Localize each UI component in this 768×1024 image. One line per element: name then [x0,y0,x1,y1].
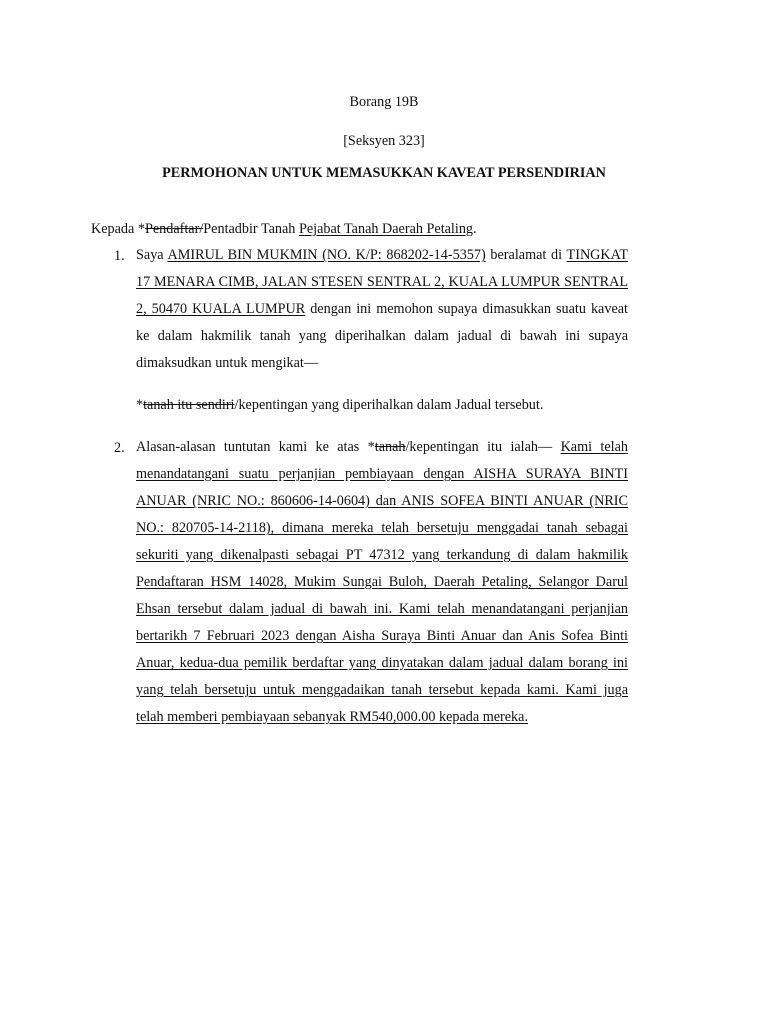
salutation-struck: Pendaftar/ [144,221,204,237]
item-1-lead: Saya [136,247,168,263]
item-2-number: 2. [114,440,125,456]
binding-struck: tanah itu sendiri [143,397,235,413]
applicant-address: TINGKAT 17 MENARA CIMB, JALAN STESEN SENTRAL 2, KUALA LUMPUR SENTRAL 2, 50470 KUALA LUMPUR [136,247,629,317]
land-office-name: Pejabat Tanah Daerah Petaling [298,221,474,237]
applicant-name: AMIRUL BIN MUKMIN (NO. K/P: 868202-14-5357) [167,247,486,263]
salutation-suffix: . [473,221,477,237]
binding-clause [136,392,628,419]
item-2-mid: /kepentingan itu ialah— [405,439,561,455]
item-2-paragraph [136,434,628,731]
salutation-middle: Pentadbir Tanah [203,221,299,237]
claim-grounds: Kami telah menandatangani suatu perjanjian pembiayaan dengan AISHA SURAYA BINTI ANUAR (NRIC NO.: 860606-14-0604) dan ANIS SOFEA BINTI ANUAR (NRIC NO.: 820705-14-2118), dimana mereka telah bersetuju menggadai tanah sebagai sekuriti yang dikenalpasti sebagai PT 47312 yang terkandung di dalam hakmilik Pendaftaran HSM 14028, Mukim Sungai Buloh, Daerah Petaling, Selangor Darul Ehsan tersebut dalam jadual di bawah ini. Kami telah menandatangani perjanjian bertarikh 7 Februari 2023 dengan Aisha Suraya Binti Anuar dan Anis Sofea Binti Anuar, kedua-dua pemilik berdaftar yang dinyatakan dalam jadual dalam borang ini yang telah bersetuju untuk menggadaikan tanah tersebut kepada kami. Kami juga telah memberi pembiayaan sebanyak RM540,000.00 kepada mereka. [136,439,629,725]
salutation [91,220,477,238]
binding-prefix: * [136,397,144,413]
item-1-mid: beralamat di [485,247,567,263]
item-1-number: 1. [114,248,125,264]
item-2-struck: tanah [374,439,406,455]
salutation-prefix: Kepada * [91,221,145,237]
binding-rest: /kepentingan yang diperihalkan dalam Jadual tersebut. [234,397,544,413]
section-reference: [Seksyen 323] [343,133,425,149]
item-1-paragraph [136,242,628,377]
item-2-lead: Alasan-alasan tuntutan kami ke atas * [136,439,375,455]
document-title: PERMOHONAN UNTUK MEMASUKKAN KAVEAT PERSENDIRIAN [162,165,606,181]
form-number: Borang 19B [349,94,419,110]
item-1-tail: dengan ini memohon supaya dimasukkan suatu kaveat ke dalam hakmilik tanah yang diperihalkan dalam jadual di bawah ini supaya dimaksudkan untuk mengikat— [136,301,628,371]
